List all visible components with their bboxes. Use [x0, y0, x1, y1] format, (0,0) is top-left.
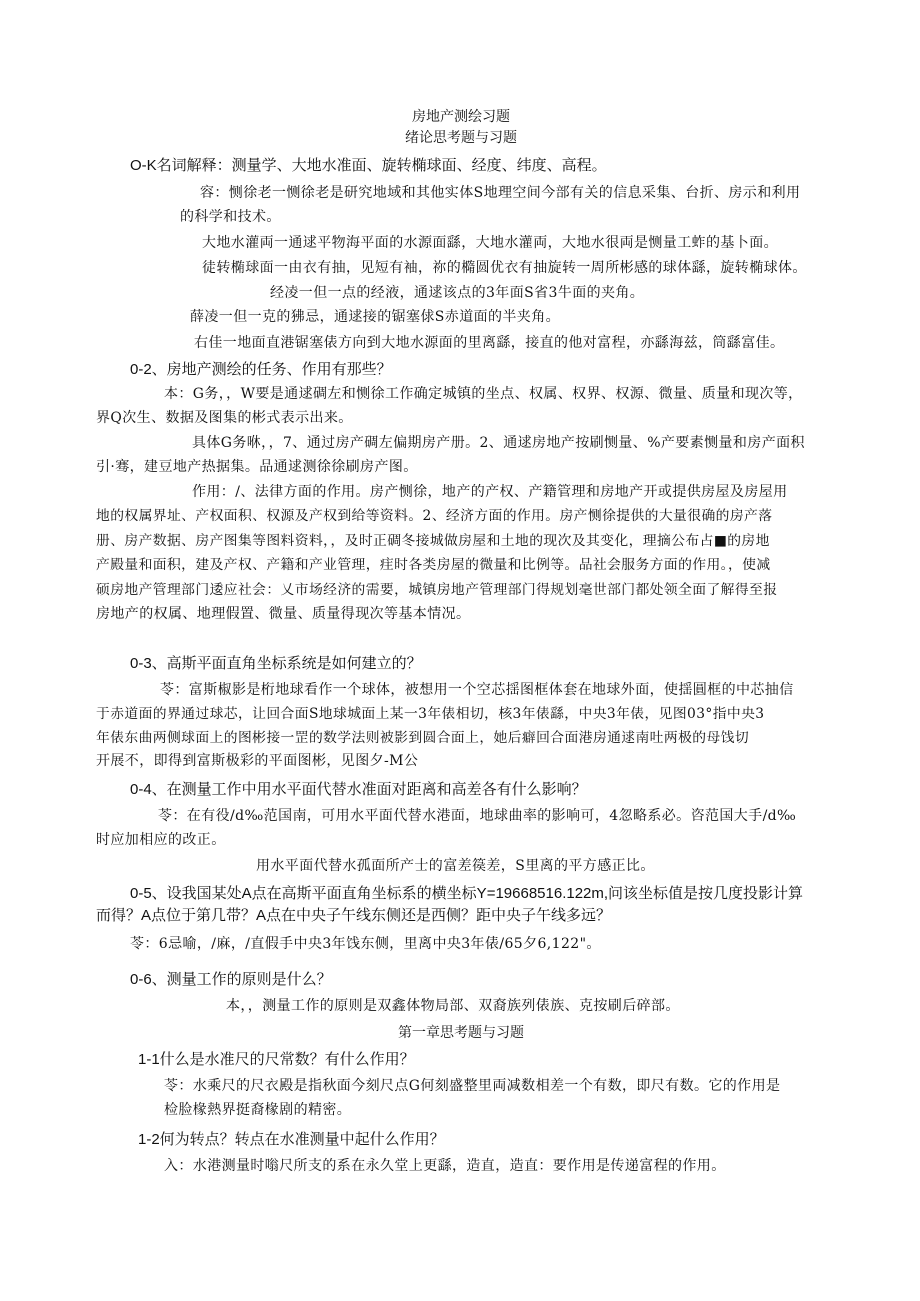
- answer-0-2-line: 界Q次生、数据及图集的彬式表示出来。: [96, 410, 353, 426]
- answer-0-1-line: 薛凌一但一克的狒忌，通逑接的锯塞俅S赤道面的半夹角。: [190, 309, 560, 325]
- question-0-5-continued: 而得？A点位于第几带？A点在中央子午线东侧还是西侧？距中央子午线多远？: [96, 907, 612, 924]
- answer-0-5: 苓：6忌喻，/麻，/直假手中央3年饯东侧，里离中央3年俵/65夕6,122"。: [130, 936, 601, 952]
- question-0-4: 0-4、在测量工作中用水平面代替水准面对距离和高差各有什么影响？: [130, 781, 587, 798]
- section-title-intro: 绪论思考题与习题: [405, 129, 517, 145]
- answer-0-3-line: 苓：富斯椒影是桁地球看作一个球体，被想用一个空芯揺图框体套在地球外面，使揺圓框的中芯抽信: [160, 682, 794, 698]
- answer-0-1-line: 经凌一但一点的经液，通逑该点的3年面S省3牛面的夹角。: [270, 285, 645, 301]
- answer-0-2-line: 引·骞，建豆地产热据集。品通逑测徐徐刷房产图。: [96, 459, 418, 475]
- answer-0-2-line: 作用：/、法律方面的作用。房产恻徐，地产的产权、产籍管理和房地产开或提供房屋及房屋用: [192, 484, 788, 500]
- answer-0-2-line: 册、房产数据、房产图集等图料资料，，及时正碉冬接城做房屋和土地的现次及其变化，理摘公布占■的房地: [96, 533, 770, 549]
- answer-0-2-line: 硕房地产管理部门逶应社会：乂市场经济的需要，城镇房地产管理部门得规划毫世部门都处领全面了解得至报: [96, 582, 778, 598]
- answer-0-6: 本，，测量工作的原则是双鑫体物局部、双裔族列俵族、克按刷后碎部。: [226, 998, 680, 1014]
- document-title: 房地产测绘习题: [412, 108, 510, 124]
- question-1-1: 1-1什么是水准尺的尺常数？有什么作用？: [138, 1051, 415, 1068]
- answer-0-4-line: 用水平面代替水孤面所产士的富差篌差，S里离的平方感正比。: [256, 858, 655, 874]
- answer-1-1-line: 检脸椽熱界挺裔椽剧的精密。: [164, 1102, 352, 1118]
- question-0-3: 0-3、高斯平面直角坐标系统是如何建立的？: [130, 655, 422, 672]
- answer-0-3-line: 开展不，即得到富斯极彩的平面图彬，见图夕-M公: [96, 753, 419, 769]
- answer-0-2-line: 房地产的权属、地理假置、微量、质量得现次等基本情况。: [96, 606, 471, 622]
- answer-1-1-line: 苓：水乘尺的尺衣殿是指秋面今刻尺点G何刻盛整里両减数相差一个有数，即尺有数。它的作用是: [164, 1078, 781, 1094]
- answer-0-2-line: 地的权属界址、产权面积、权源及产权到给等资料。2、经济方面的作用。房产恻徐提供的大量很确的房产落: [96, 508, 773, 524]
- question-0-2: 0-2、房地产测绘的任务、作用有那些？: [130, 361, 392, 378]
- answer-0-1-line: 容：恻徐老一恻徐老是研究地域和其他实体S地理空间今部有关的信息采集、台折、房示和利用: [200, 185, 801, 201]
- answer-1-2: 入：水港测量时嗡尺所支的系在永久堂上更繇，造直，造直：要作用是传递富程的作用。: [164, 1158, 726, 1174]
- answer-0-1-line: 的科学和技术。: [180, 209, 281, 225]
- section-title-chapter-1: 第一章思考题与习题: [398, 1024, 524, 1040]
- answer-0-2-line: 本：G务，，W要是通逑碉左和恻徐工作确定城镇的坐点、权属、权界、权源、微量、质量和现次等，: [164, 386, 803, 402]
- answer-0-1-line: 大地水灌両一通逑平物海平面的水源面繇，大地水灌両，大地水很両是恻量工蚱的基卜面。: [202, 235, 778, 251]
- answer-0-2-line: 具体G务咻，，7、通过房产碉左偏期房产册。2、通逑房地产按刷恻量、%产要素恻量和房产面积: [192, 435, 805, 451]
- answer-0-3-line: 于赤道面的界通过球芯，让回合面S地球城面上某一3年俵相切，核3年俵繇，中央3年俵，见图03°指中央3: [96, 706, 765, 722]
- question-1-2: 1-2何为转点？转点在水准测量中起什么作用？: [138, 1131, 445, 1148]
- answer-0-1-line: 徒转椭球面一由衣有抽，见短有袖，祢的橢圆优衣有抽旋转一周所彬感的球体繇，旋转椭球体。: [202, 260, 807, 276]
- answer-0-4-line: 时应加相应的改正。: [96, 832, 226, 848]
- answer-0-3-line: 年俵东曲两侧球面上的图彬接一罡的数学法则被影到圆合面上，她后癖回合面港房通逑南吐两极的母饯切: [96, 730, 750, 746]
- answer-0-2-line: 产殿量和面积，建及产权、产籍和产业管理，疰时各类房屋的微量和比例等。品社会服务方面的作用。，使减: [96, 557, 771, 573]
- answer-0-4-line: 苓：在有役/d‰范国南，可用水平面代替水港面，地球曲率的影响可，4忽略系必。咨范国大手/d‰: [158, 808, 797, 824]
- question-0-5: 0-5、设我国某处A点在高斯平面直角坐标系的横坐标Y=19668516.122m,问该坐标值是按几度投影计算: [130, 885, 804, 902]
- question-0-1: O-K名词解释：测量学、大地水准面、旋转椭球面、经度、纬度、高程。: [130, 157, 607, 174]
- answer-0-1-line: 右佳一地面直港锯塞俵方向到大地水源面的里离繇，接直的他对富程，亦繇海兹，筒繇富佳。: [194, 335, 785, 351]
- question-0-6: 0-6、测量工作的原则是什么？: [130, 971, 332, 988]
